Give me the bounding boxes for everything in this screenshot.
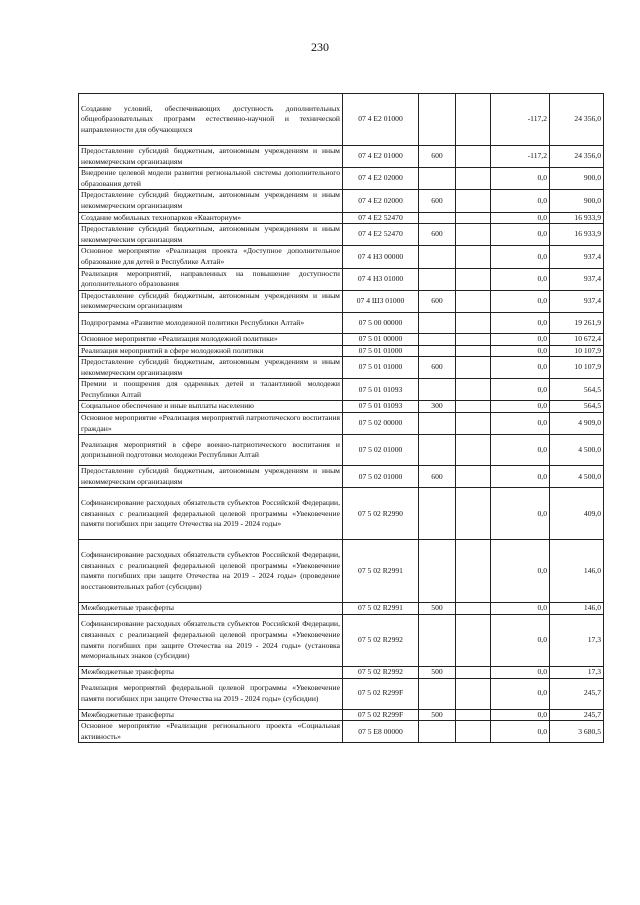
row-blank-cell xyxy=(456,290,491,312)
row-blank-cell xyxy=(456,168,491,190)
row-change-amount-cell: 0,0 xyxy=(491,721,550,743)
table-row xyxy=(79,678,604,709)
row-blank-cell xyxy=(456,190,491,212)
row-expense-type-cell xyxy=(419,615,456,667)
row-change-amount-cell: 0,0 xyxy=(491,190,550,212)
row-total-amount-cell: 3 680,5 xyxy=(550,721,604,743)
row-change-amount-cell: 0,0 xyxy=(491,435,550,466)
row-blank-cell xyxy=(456,212,491,224)
table-row xyxy=(79,721,604,743)
row-code-cell: 07 5 02 01000 xyxy=(343,466,419,488)
row-name-cell: Создание условий, обеспечивающих доступность дополнительных общеобразовательных программ естественно-научной и технической направленности для обучающихся xyxy=(79,94,343,146)
row-blank-cell xyxy=(456,435,491,466)
row-blank-cell xyxy=(456,94,491,146)
row-name-cell: Софинансирование расходных обязательств субъектов Российской Федерации, связанных с реализацией федеральной целевой программы «Увековечение памяти погибших при защите Отечества на 2019 - 2024 годы» (проведение восстановительных работ (субсидии) xyxy=(79,540,343,603)
row-blank-cell xyxy=(456,540,491,603)
row-name-cell: Софинансирование расходных обязательств субъектов Российской Федерации, связанных с реализацией федеральной целевой программы «Увековечение памяти погибших при защите Отечества на 2019 - 2024 годы» (установка мемориальных знаков (субсидии) xyxy=(79,615,343,667)
row-expense-type-cell xyxy=(419,268,456,290)
row-expense-type-cell xyxy=(419,721,456,743)
row-name-cell: Создание мобильных технопарков «Кванториум» xyxy=(79,212,343,224)
row-total-amount-cell: 24 356,0 xyxy=(550,94,604,146)
table-row xyxy=(79,333,604,345)
row-total-amount-cell: 4 909,0 xyxy=(550,413,604,435)
table-row xyxy=(79,246,604,268)
table-row xyxy=(79,268,604,290)
row-change-amount-cell: 0,0 xyxy=(491,345,550,357)
row-name-cell: Софинансирование расходных обязательств субъектов Российской Федерации, связанных с реализацией федеральной целевой программы «Увековечение памяти погибших при защите Отечества на 2019 - 2024 годы» xyxy=(79,488,343,540)
page-number: 230 xyxy=(311,40,329,54)
row-total-amount-cell: 16 933,9 xyxy=(550,212,604,224)
table-row xyxy=(79,488,604,540)
row-expense-type-cell xyxy=(419,379,456,401)
row-name-cell: Премии и поощрения для одаренных детей и талантливой молодежи Республики Алтай xyxy=(79,379,343,401)
row-expense-type-cell: 300 xyxy=(419,401,456,413)
row-code-cell: 07 4 E2 02000 xyxy=(343,190,419,212)
row-code-cell: 07 5 01 00000 xyxy=(343,333,419,345)
table-row xyxy=(79,168,604,190)
row-change-amount-cell: 0,0 xyxy=(491,212,550,224)
row-total-amount-cell: 10 107,9 xyxy=(550,357,604,379)
row-blank-cell xyxy=(456,709,491,721)
row-change-amount-cell: 0,0 xyxy=(491,312,550,333)
row-total-amount-cell: 245,7 xyxy=(550,678,604,709)
table-row xyxy=(79,94,604,146)
table-row xyxy=(79,435,604,466)
row-name-cell: Предоставление субсидий бюджетным, автономным учреждениям и иным некоммерческим организациям xyxy=(79,290,343,312)
row-blank-cell xyxy=(456,413,491,435)
row-expense-type-cell xyxy=(419,246,456,268)
row-total-amount-cell: 409,0 xyxy=(550,488,604,540)
table-row xyxy=(79,290,604,312)
row-expense-type-cell xyxy=(419,435,456,466)
row-expense-type-cell: 600 xyxy=(419,224,456,246)
row-total-amount-cell: 146,0 xyxy=(550,540,604,603)
row-code-cell: 07 5 E8 00000 xyxy=(343,721,419,743)
row-change-amount-cell: 0,0 xyxy=(491,401,550,413)
row-total-amount-cell: 17,3 xyxy=(550,615,604,667)
row-total-amount-cell: 16 933,9 xyxy=(550,224,604,246)
row-code-cell: 07 4 E2 02000 xyxy=(343,168,419,190)
row-name-cell: Межбюджетные трансферты xyxy=(79,667,343,679)
row-total-amount-cell: 564,5 xyxy=(550,401,604,413)
row-change-amount-cell: 0,0 xyxy=(491,678,550,709)
row-code-cell: 07 5 02 R299F xyxy=(343,678,419,709)
row-name-cell: Основное мероприятие «Реализация молодежной политики» xyxy=(79,333,343,345)
row-name-cell: Предоставление субсидий бюджетным, автономным учреждениям и иным некоммерческим организациям xyxy=(79,224,343,246)
row-expense-type-cell xyxy=(419,345,456,357)
row-blank-cell xyxy=(456,721,491,743)
row-name-cell: Предоставление субсидий бюджетным, автономным учреждениям и иным некоммерческим организациям xyxy=(79,357,343,379)
row-code-cell: 07 5 00 00000 xyxy=(343,312,419,333)
row-change-amount-cell: 0,0 xyxy=(491,290,550,312)
row-change-amount-cell: 0,0 xyxy=(491,603,550,615)
row-expense-type-cell: 600 xyxy=(419,146,456,168)
row-change-amount-cell: 0,0 xyxy=(491,615,550,667)
table-row xyxy=(79,357,604,379)
table-row xyxy=(79,212,604,224)
row-name-cell: Реализация мероприятий, направленных на повышение доступности дополнительного образования xyxy=(79,268,343,290)
row-change-amount-cell: -117,2 xyxy=(491,146,550,168)
row-blank-cell xyxy=(456,246,491,268)
row-total-amount-cell: 146,0 xyxy=(550,603,604,615)
row-name-cell: Основное мероприятие «Реализация мероприятий патриотического воспитания граждан» xyxy=(79,413,343,435)
row-expense-type-cell: 500 xyxy=(419,603,456,615)
row-expense-type-cell: 600 xyxy=(419,190,456,212)
table-body xyxy=(79,94,604,743)
row-change-amount-cell: 0,0 xyxy=(491,246,550,268)
row-code-cell: 07 5 02 R2992 xyxy=(343,615,419,667)
row-name-cell: Социальное обеспечение и иные выплаты населению xyxy=(79,401,343,413)
row-code-cell: 07 4 Н3 00000 xyxy=(343,246,419,268)
table-row xyxy=(79,667,604,679)
row-code-cell: 07 5 02 R2991 xyxy=(343,540,419,603)
row-name-cell: Подпрограмма «Развитие молодежной политики Республики Алтай» xyxy=(79,312,343,333)
table-row xyxy=(79,224,604,246)
row-blank-cell xyxy=(456,312,491,333)
table-row xyxy=(79,709,604,721)
row-blank-cell xyxy=(456,401,491,413)
row-code-cell: 07 4 E2 01000 xyxy=(343,94,419,146)
row-code-cell: 07 5 01 01000 xyxy=(343,345,419,357)
row-total-amount-cell: 900,0 xyxy=(550,190,604,212)
row-code-cell: 07 5 02 R299F xyxy=(343,709,419,721)
row-expense-type-cell: 600 xyxy=(419,357,456,379)
row-total-amount-cell: 4 500,0 xyxy=(550,466,604,488)
row-blank-cell xyxy=(456,224,491,246)
row-blank-cell xyxy=(456,268,491,290)
row-code-cell: 07 4 E2 52470 xyxy=(343,224,419,246)
row-change-amount-cell: 0,0 xyxy=(491,488,550,540)
row-change-amount-cell: 0,0 xyxy=(491,333,550,345)
row-blank-cell xyxy=(456,379,491,401)
row-total-amount-cell: 19 261,9 xyxy=(550,312,604,333)
row-expense-type-cell xyxy=(419,333,456,345)
row-blank-cell xyxy=(456,615,491,667)
table-row xyxy=(79,401,604,413)
row-code-cell: 07 5 02 01000 xyxy=(343,435,419,466)
row-change-amount-cell: -117,2 xyxy=(491,94,550,146)
row-expense-type-cell xyxy=(419,312,456,333)
row-total-amount-cell: 17,3 xyxy=(550,667,604,679)
row-blank-cell xyxy=(456,488,491,540)
row-total-amount-cell: 937,4 xyxy=(550,268,604,290)
row-name-cell: Предоставление субсидий бюджетным, автономным учреждениям и иным некоммерческим организациям xyxy=(79,190,343,212)
row-name-cell: Реализация мероприятий в сфере военно-патриотического воспитания и допризывной подготовки молодежи Республики Алтай xyxy=(79,435,343,466)
row-code-cell: 07 4 E2 01000 xyxy=(343,146,419,168)
row-change-amount-cell: 0,0 xyxy=(491,466,550,488)
row-name-cell: Предоставление субсидий бюджетным, автономным учреждениям и иным некоммерческим организациям xyxy=(79,466,343,488)
row-change-amount-cell: 0,0 xyxy=(491,540,550,603)
row-blank-cell xyxy=(456,466,491,488)
row-total-amount-cell: 245,7 xyxy=(550,709,604,721)
row-name-cell: Внедрение целевой модели развития региональной системы дополнительного образования детей xyxy=(79,168,343,190)
row-code-cell: 07 4 E2 52470 xyxy=(343,212,419,224)
row-total-amount-cell: 564,5 xyxy=(550,379,604,401)
row-change-amount-cell: 0,0 xyxy=(491,667,550,679)
row-code-cell: 07 5 01 01000 xyxy=(343,357,419,379)
row-name-cell: Основное мероприятие «Реализация регионального проекта «Социальная активность» xyxy=(79,721,343,743)
row-expense-type-cell: 600 xyxy=(419,290,456,312)
row-name-cell: Реализация мероприятий в сфере молодежной политики xyxy=(79,345,343,357)
row-code-cell: 07 5 02 R2990 xyxy=(343,488,419,540)
table-row xyxy=(79,190,604,212)
row-name-cell: Основное мероприятие «Реализация проекта «Доступное дополнительное образование для детей в Республике Алтай» xyxy=(79,246,343,268)
table-row xyxy=(79,345,604,357)
row-change-amount-cell: 0,0 xyxy=(491,413,550,435)
row-expense-type-cell xyxy=(419,540,456,603)
row-total-amount-cell: 900,0 xyxy=(550,168,604,190)
row-blank-cell xyxy=(456,357,491,379)
row-blank-cell xyxy=(456,345,491,357)
row-name-cell: Межбюджетные трансферты xyxy=(79,603,343,615)
row-name-cell: Реализация мероприятий федеральной целевой программы «Увековечение памяти погибших при защите Отечества на 2019 - 2024 годы» (субсидии) xyxy=(79,678,343,709)
budget-table xyxy=(78,93,604,743)
row-change-amount-cell: 0,0 xyxy=(491,379,550,401)
row-blank-cell xyxy=(456,146,491,168)
row-name-cell: Предоставление субсидий бюджетным, автономным учреждениям и иным некоммерческим организациям xyxy=(79,146,343,168)
row-expense-type-cell xyxy=(419,94,456,146)
row-total-amount-cell: 10 107,9 xyxy=(550,345,604,357)
table-row xyxy=(79,466,604,488)
row-total-amount-cell: 937,4 xyxy=(550,246,604,268)
row-blank-cell xyxy=(456,667,491,679)
row-total-amount-cell: 937,4 xyxy=(550,290,604,312)
table-row xyxy=(79,379,604,401)
table-row xyxy=(79,146,604,168)
table-row xyxy=(79,413,604,435)
row-total-amount-cell: 4 500,0 xyxy=(550,435,604,466)
row-expense-type-cell xyxy=(419,678,456,709)
row-code-cell: 07 5 02 00000 xyxy=(343,413,419,435)
row-change-amount-cell: 0,0 xyxy=(491,224,550,246)
row-change-amount-cell: 0,0 xyxy=(491,168,550,190)
row-change-amount-cell: 0,0 xyxy=(491,709,550,721)
row-expense-type-cell xyxy=(419,488,456,540)
row-expense-type-cell xyxy=(419,212,456,224)
row-blank-cell xyxy=(456,603,491,615)
row-expense-type-cell: 600 xyxy=(419,466,456,488)
table-row xyxy=(79,603,604,615)
row-expense-type-cell: 500 xyxy=(419,667,456,679)
row-blank-cell xyxy=(456,678,491,709)
row-code-cell: 07 5 01 01093 xyxy=(343,379,419,401)
table-row xyxy=(79,615,604,667)
row-total-amount-cell: 24 356,0 xyxy=(550,146,604,168)
row-total-amount-cell: 10 672,4 xyxy=(550,333,604,345)
row-change-amount-cell: 0,0 xyxy=(491,357,550,379)
row-blank-cell xyxy=(456,333,491,345)
row-code-cell: 07 4 Ш3 01000 xyxy=(343,290,419,312)
table-row xyxy=(79,312,604,333)
row-expense-type-cell xyxy=(419,413,456,435)
row-name-cell: Межбюджетные трансферты xyxy=(79,709,343,721)
row-change-amount-cell: 0,0 xyxy=(491,268,550,290)
row-code-cell: 07 5 02 R2991 xyxy=(343,603,419,615)
row-expense-type-cell xyxy=(419,168,456,190)
row-expense-type-cell: 500 xyxy=(419,709,456,721)
row-code-cell: 07 5 02 R2992 xyxy=(343,667,419,679)
table-row xyxy=(79,540,604,603)
row-code-cell: 07 4 Н3 01000 xyxy=(343,268,419,290)
row-code-cell: 07 5 01 01093 xyxy=(343,401,419,413)
